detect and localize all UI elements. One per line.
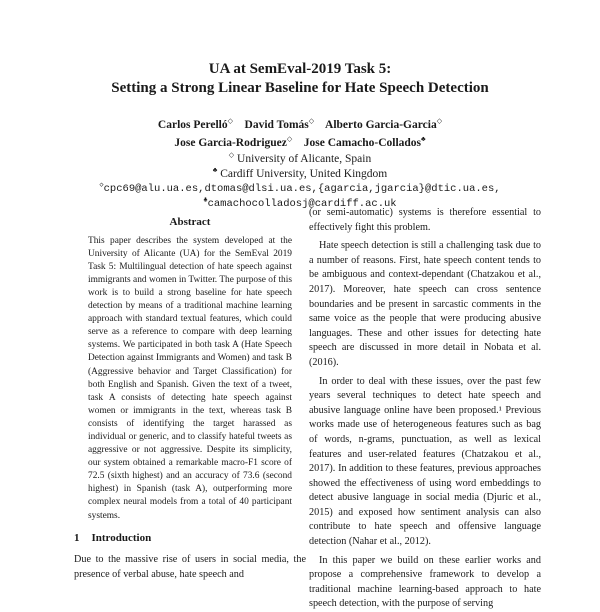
section-heading-introduction	[74, 531, 306, 546]
affiliation-mark: ◇	[286, 135, 293, 144]
section-number: 1	[74, 531, 80, 544]
author-name: David Tomás	[244, 119, 309, 131]
affiliation-mark: ◇	[227, 117, 234, 126]
affiliation-cardiff: ♣ Cardiff University, United Kingdom	[212, 166, 388, 180]
affiliation-mark: ◇	[308, 117, 315, 126]
title-line-1: UA at SemEval-2019 Task 5:	[208, 61, 392, 77]
paper-header	[0, 60, 600, 212]
abstract-heading: Abstract	[169, 216, 211, 228]
body-paragraph: In this paper we build on these earlier works and propose a comprehensive framework to develop a traditional machine learning-based approach to hate speech detection, with the purpose of serving	[309, 554, 541, 610]
affiliation-mark: ◇	[99, 181, 104, 190]
author-list	[0, 116, 600, 152]
section-title: Introduction	[91, 531, 152, 544]
affiliation-mark: ◇	[228, 151, 235, 160]
right-column	[309, 206, 541, 612]
body-paragraph: (or semi-automatic) systems is therefore essential to effectively fight this problem.	[309, 207, 541, 233]
author-name: Jose Garcia-Rodriguez	[174, 137, 287, 149]
affiliation-mark: ♣	[203, 196, 208, 205]
author-name: Jose Camacho-Collados	[303, 137, 422, 149]
title-line-2: Setting a Strong Linear Baseline for Hate Speech Detection	[111, 80, 489, 96]
authors-line-1	[0, 116, 600, 134]
affiliation-mark: ◇	[436, 117, 443, 126]
body-paragraph: Hate speech detection is still a challenging task due to a number of reasons. First, hate speech content tends to be ambiguous and context-dependant (Chatzakou et al., 2017). Moreover, hate speech can cross sentence boundaries and be present in sarcastic comments in the same voice as the people that were producing abusive languages. These and other issues for detecting hate speech are discussed in more detail in Nobata et al. (2016).	[309, 240, 541, 368]
author-name: Carlos Perelló	[157, 119, 228, 131]
email-line-1: ◇cpc69@alu.ua.es,dtomas@dlsi.ua.es,{agarcia,jgarcia}@dtic.ua.es,	[99, 181, 501, 195]
body-paragraph: In order to deal with these issues, over the past few years several techniques to detect hate speech and abusive language online have been proposed.¹ Previous works made use of heterogeneous features such as bag of words, n-grams, punctuation, as well as lexical features and user-related features (Chatzakou et al., 2017). In addition to these features, previous approaches showed the effectiveness of using word embeddings to detect abusive language in social media (Djuric et al., 2015) and exposed how sentiment analysis can also contribute to hate speech and offensive language detection (Nahar et al., 2012).	[309, 375, 541, 548]
paper-title	[0, 60, 600, 98]
affiliation-ua: ◇ University of Alicante, Spain	[228, 151, 372, 165]
left-column	[74, 215, 306, 582]
authors-line-2	[0, 134, 600, 152]
author-name: Alberto Garcia-Garcia	[325, 119, 437, 131]
abstract-text: This paper describes the system developed at the University of Alicante (UA) for the SemEval 2019 Task 5: Multilingual detection of hate speech against immigrants and women in Twitter. The purpose of this work is to build a strong baseline for hate speech detection by means of a traditional machine learning approach with standard textual features, which could serve as a reference to compare with deep learning systems. We participated in both task A (Hate Speech Detection against Immigrants and Women) and task B (Aggressive behavior and Target Classification) for both English and Spanish. Given the text of a tweet, task A consists of detecting hate speech against women or immigrants in the text, whereas task B consists of identifying the target harassed as individual or generic, and to classify hateful tweets as aggressive or not aggressive. Despite its simplicity, our system obtained a remarkable macro-F1 score of 72.5 (sixth highest) and an accuracy of 73.6 (second highest) in Spanish (task A), outperforming more complex neural models from a total of 40 participant systems.	[88, 235, 292, 521]
affiliation-mark: ♣	[421, 135, 426, 144]
intro-paragraph: Due to the massive rise of users in social media, the presence of verbal abuse, hate speech and	[74, 554, 306, 580]
affiliation-mark: ♣	[212, 166, 218, 175]
email-line-2: ♣camachocolladosj@cardiff.ac.uk	[203, 196, 397, 210]
